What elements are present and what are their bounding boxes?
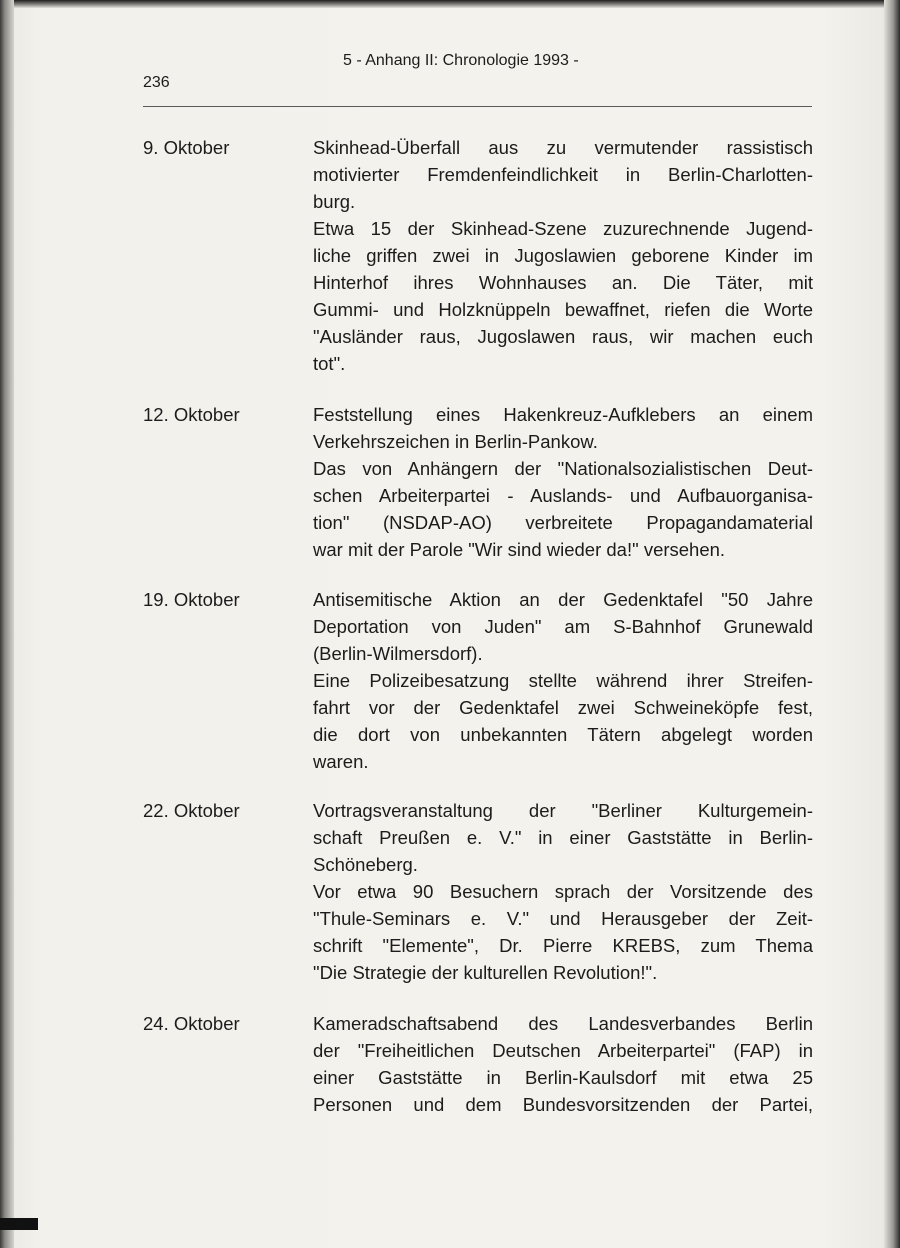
entry-text [313,1010,813,1118]
running-header-title: 5 - Anhang II: Chronologie 1993 - [343,52,579,69]
page-binding-edge [0,0,14,1248]
text-line: Feststellung eines Hakenkreuz-Aufklebers an einem [313,404,813,425]
text-line: "Die Strategie der kulturellen Revolution!". [313,962,658,983]
text-line: schrift "Elemente", Dr. Pierre KREBS, zum Thema [313,935,813,956]
entry-date: 24. Oktober [143,1013,240,1034]
scan-top-edge [0,0,900,8]
text-line: Schöneberg. [313,854,418,875]
entry-text [313,586,813,775]
text-line: Skinhead-Überfall aus zu vermutender rassistisch [313,137,813,158]
text-line: motivierter Fremdenfeindlichkeit in Berlin-Charlotten- [313,164,813,185]
text-line: "Thule-Seminars e. V." und Herausgeber der Zeit- [313,908,813,929]
text-line: einer Gaststätte in Berlin-Kaulsdorf mit etwa 25 [313,1067,813,1088]
page-outer-edge [884,0,900,1248]
entry-date: 9. Oktober [143,137,230,158]
text-line: fahrt vor der Gedenktafel zwei Schweineköpfe fest, [313,697,813,718]
text-line: Hinterhof ihres Wohnhauses an. Die Täter, mit [313,272,813,293]
text-line: Eine Polizeibesatzung stellte während ihrer Streifen- [313,670,813,691]
text-line: "Ausländer raus, Jugoslawen raus, wir machen euch [313,326,813,347]
text-line: Verkehrszeichen in Berlin-Pankow. [313,431,598,452]
text-line: tot". [313,353,346,374]
text-line: schen Arbeiterpartei - Auslands- und Aufbauorganisa- [313,485,813,506]
text-line: der "Freiheitlichen Deutschen Arbeiterpartei" (FAP) in [313,1040,813,1061]
text-line: Antisemitische Aktion an der Gedenktafel "50 Jahre [313,589,813,610]
text-line: tion" (NSDAP-AO) verbreitete Propagandamaterial [313,512,813,533]
entry-date: 12. Oktober [143,404,240,425]
text-line: liche griffen zwei in Jugoslawien geborene Kinder im [313,245,813,266]
text-line: Deportation von Juden" am S-Bahnhof Grunewald [313,616,813,637]
text-line: Kameradschaftsabend des Landesverbandes Berlin [313,1013,813,1034]
text-line: burg. [313,191,356,212]
text-line: war mit der Parole "Wir sind wieder da!" versehen. [313,539,726,560]
scan-corner-mark [0,1218,38,1230]
text-line: Vortragsveranstaltung der "Berliner Kulturgemein- [313,800,813,821]
entry-date: 22. Oktober [143,800,240,821]
text-line: Das von Anhängern der "Nationalsozialistischen Deut- [313,458,813,479]
text-line: Personen und dem Bundesvorsitzenden der Partei, [313,1094,813,1115]
text-line: schaft Preußen e. V." in einer Gaststätte in Berlin- [313,827,813,848]
text-line: Gummi- und Holzknüppeln bewaffnet, riefen die Worte [313,299,813,320]
text-line: die dort von unbekannten Tätern abgelegt worden [313,724,813,745]
entry-date: 19. Oktober [143,589,240,610]
text-line: Etwa 15 der Skinhead-Szene zuzurechnende Jugend- [313,218,813,239]
header-rule [143,106,812,107]
entry-text [313,401,813,563]
entry-text [313,134,813,377]
page-number: 236 [143,74,170,91]
entry-text [313,797,813,986]
text-line: waren. [313,751,369,772]
text-line: Vor etwa 90 Besuchern sprach der Vorsitzende des [313,881,813,902]
text-line: (Berlin-Wilmersdorf). [313,643,483,664]
